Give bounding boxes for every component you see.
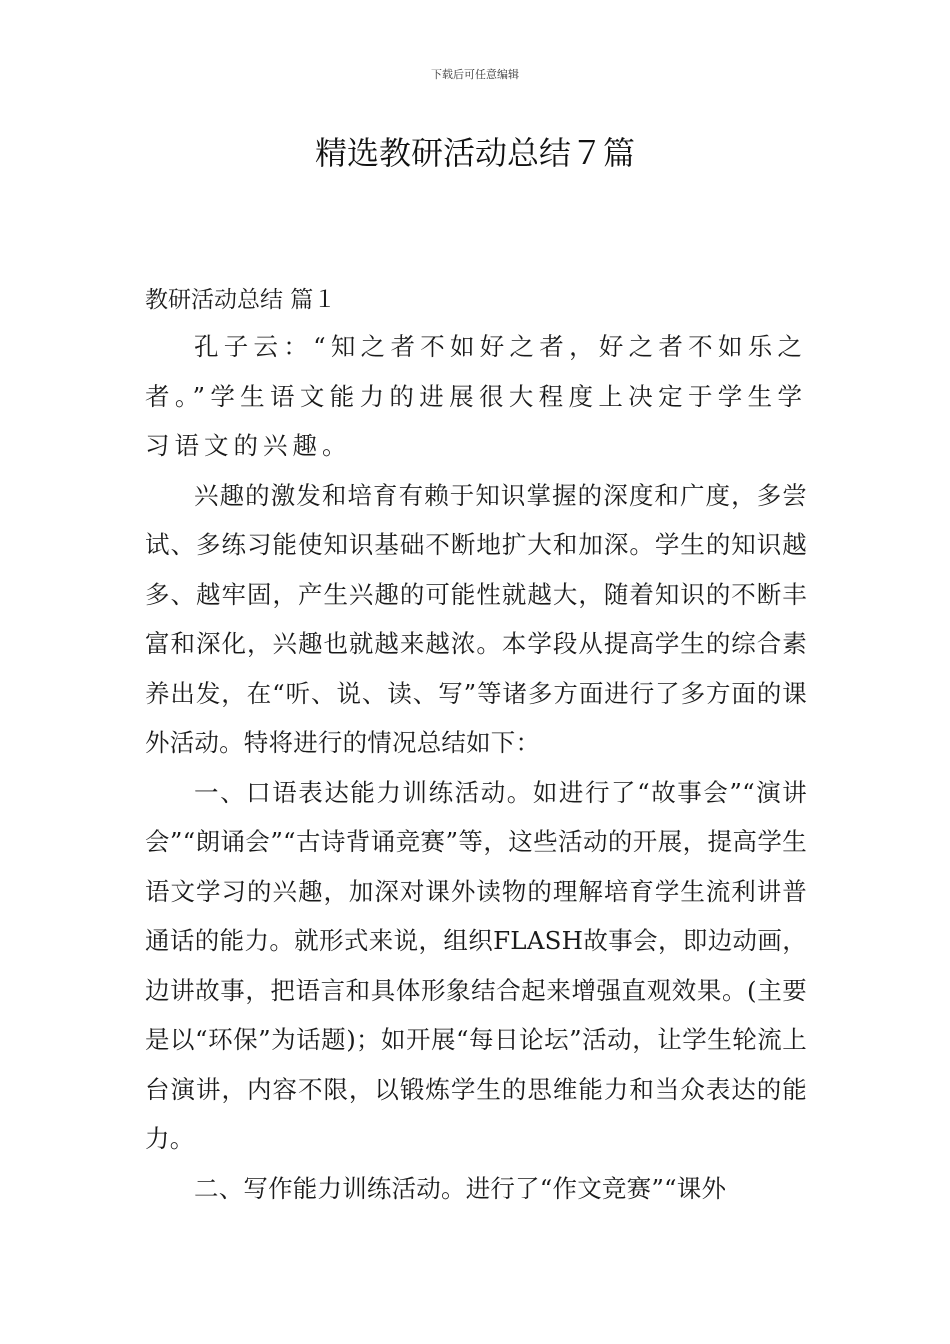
section-heading: 教研活动总结 篇１ (145, 287, 337, 313)
paragraph-2: 兴趣的激发和培育有赖于知识掌握的深度和广度，多尝试、多练习能使知识基础不断地扩大和加深。学生的知识越多、越牢固，产生兴趣的可能性就越大，随着知识的不断丰富和深化，兴趣也就越来越浓。本学段从提高学生的综合素养出发，在“听、说、读、写”等诸多方面进行了多方面的课外活动。特将进行的情况总结如下： (145, 480, 807, 757)
page-title: 精选教研活动总结７篇 (314, 134, 635, 172)
header-note: 下载后可任意编辑 (431, 68, 519, 81)
document-body (145, 280, 807, 1213)
paragraph-1: 孔子云：“知之者不如好之者，好之者不如乐之者。”学生语文能力的进展很大程度上决定于学生学习语文的兴趣。 (145, 332, 807, 460)
paragraph-3: 一、口语表达能力训练活动。如进行了“故事会”“演讲会”“朗诵会”“古诗背诵竞赛”等，这些活动的开展，提高学生语文学习的兴趣，加深对课外读物的理解培育学生流利讲普通话的能力。就形式来说，组织FLASH故事会，即边动画，边讲故事，把语言和具体形象结合起来增强直观效果。(主要是以“环保”为话题)；如开展“每日论坛”活动，让学生轮流上台演讲，内容不限，以锻炼学生的思维能力和当众表达的能力。 (145, 777, 807, 1153)
paragraph-4: 二、写作能力训练活动。进行了“作文竞赛”“课外 (194, 1173, 727, 1203)
